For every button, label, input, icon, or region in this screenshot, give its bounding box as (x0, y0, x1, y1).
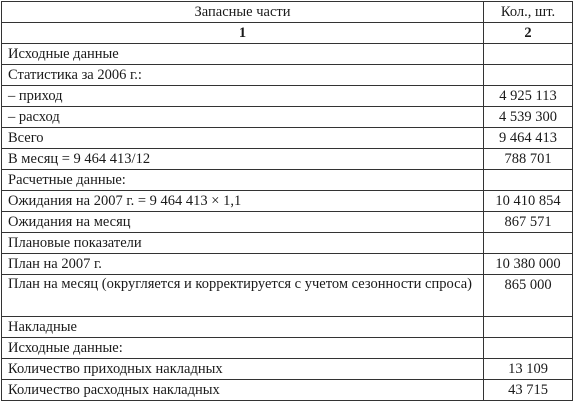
row-value (484, 338, 573, 359)
row-value: 10 380 000 (484, 254, 573, 275)
row-label: – расход (2, 107, 484, 128)
row-label: – приход (2, 86, 484, 107)
column-header-quantity: Кол., шт. (484, 2, 573, 23)
table-row (2, 212, 573, 233)
row-label: Исходные данные: (2, 338, 484, 359)
row-value (484, 233, 573, 254)
table-row (2, 380, 573, 401)
row-value (484, 65, 573, 86)
table-row (2, 254, 573, 275)
row-label: Ожидания на 2007 г. = 9 464 413 × 1,1 (2, 191, 484, 212)
row-value: 13 109 (484, 359, 573, 380)
row-value: 867 571 (484, 212, 573, 233)
row-label: В месяц = 9 464 413/12 (2, 149, 484, 170)
column-number-2: 2 (484, 23, 573, 44)
column-header-parts: Запасные части (2, 2, 484, 23)
row-value: 788 701 (484, 149, 573, 170)
table-row (2, 317, 573, 338)
table-row (2, 128, 573, 149)
row-label: Количество приходных накладных (2, 359, 484, 380)
row-value: 43 715 (484, 380, 573, 401)
row-value (484, 44, 573, 65)
row-label: План на 2007 г. (2, 254, 484, 275)
row-label: План на месяц (округляется и корректируется с учетом сезонности спроса) (2, 275, 484, 317)
spare-parts-table (1, 1, 573, 401)
row-value: 4 539 300 (484, 107, 573, 128)
row-value: 865 000 (484, 275, 573, 317)
row-label: Плановые показатели (2, 233, 484, 254)
table-row (2, 338, 573, 359)
table-row (2, 149, 573, 170)
header-row (2, 2, 573, 23)
table-row (2, 65, 573, 86)
row-value (484, 170, 573, 191)
row-label: Накладные (2, 317, 484, 338)
table-row (2, 191, 573, 212)
column-number-1: 1 (2, 23, 484, 44)
table-row (2, 44, 573, 65)
table-row (2, 275, 573, 317)
row-label: Расчетные данные: (2, 170, 484, 191)
column-number-row (2, 23, 573, 44)
row-label: Статистика за 2006 г.: (2, 65, 484, 86)
row-value: 10 410 854 (484, 191, 573, 212)
row-label: Всего (2, 128, 484, 149)
row-label: Ожидания на месяц (2, 212, 484, 233)
row-label: Исходные данные (2, 44, 484, 65)
table-row (2, 107, 573, 128)
table-row (2, 86, 573, 107)
row-value (484, 317, 573, 338)
table-row (2, 359, 573, 380)
table-row (2, 170, 573, 191)
row-label: Количество расходных накладных (2, 380, 484, 401)
row-value: 9 464 413 (484, 128, 573, 149)
row-value: 4 925 113 (484, 86, 573, 107)
table-row (2, 233, 573, 254)
